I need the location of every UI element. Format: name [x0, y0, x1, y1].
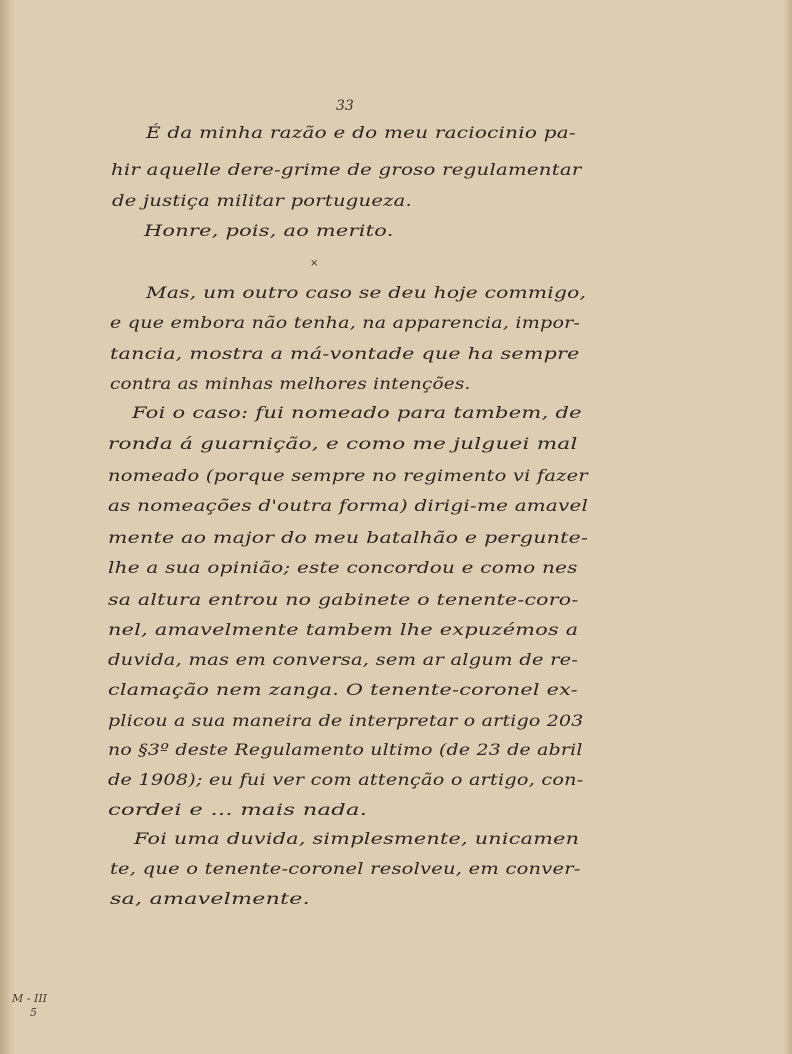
text-line: nomeado (porque sempre no regimento vi fazer — [108, 466, 588, 485]
text-line: duvida, mas em conversa, sem ar algum de re- — [108, 650, 579, 669]
text-line: nel, amavelmente tambem lhe expuzémos a — [108, 620, 579, 639]
text-line: tancia, mostra a má-vontade que ha sempre — [110, 344, 580, 363]
archive-ref-bottom: 5 — [30, 1006, 37, 1019]
text-line: Foi o caso: fui nomeado para tambem, de — [132, 403, 582, 422]
text-line: as nomeações d'outra forma) dirigi-me amavel — [108, 496, 589, 515]
text-line: no §3º deste Regulamento ultimo (de 23 de abril — [108, 740, 583, 759]
text-line: Foi uma duvida, simplesmente, unicamen — [134, 829, 580, 848]
text-line: de 1908); eu fui ver com attenção o artigo, con- — [108, 770, 584, 789]
text-line: de justiça militar portugueza. — [112, 191, 412, 210]
text-line: hir aquelle dere-grime de groso regulamentar — [111, 160, 582, 179]
text-line: lhe a sua opinião; este concordou e como nes — [108, 558, 578, 577]
text-line: Mas, um outro caso se deu hoje commigo, — [146, 283, 587, 302]
text-line: ronda á guarnição, e como me julguei mal — [108, 434, 578, 453]
page-number: 33 — [336, 98, 354, 114]
section-separator: × — [310, 258, 319, 269]
text-line: Honre, pois, ao merito. — [144, 221, 394, 240]
archive-ref-top: M - III — [12, 992, 48, 1005]
page-left-edge — [0, 0, 14, 1054]
text-line: te, que o tenente-coronel resolveu, em conver- — [110, 859, 581, 878]
text-line: e que embora não tenha, na apparencia, impor- — [110, 313, 581, 332]
text-line: plicou a sua maneira de interpretar o artigo 203 — [108, 711, 584, 730]
page-right-edge — [784, 0, 792, 1054]
text-line: sa altura entrou no gabinete o tenente-coro- — [108, 590, 579, 609]
text-line: mente ao major do meu batalhão e pergunte- — [108, 528, 589, 547]
text-line: cordei e ... mais nada. — [108, 800, 368, 819]
text-line: É da minha razão e do meu raciocinio pa- — [146, 123, 576, 142]
text-line: sa, amavelmente. — [110, 889, 310, 908]
archive-reference — [12, 992, 47, 1020]
text-line: clamação nem zanga. O tenente-coronel ex- — [108, 680, 578, 699]
text-line: contra as minhas melhores intenções. — [110, 374, 471, 393]
